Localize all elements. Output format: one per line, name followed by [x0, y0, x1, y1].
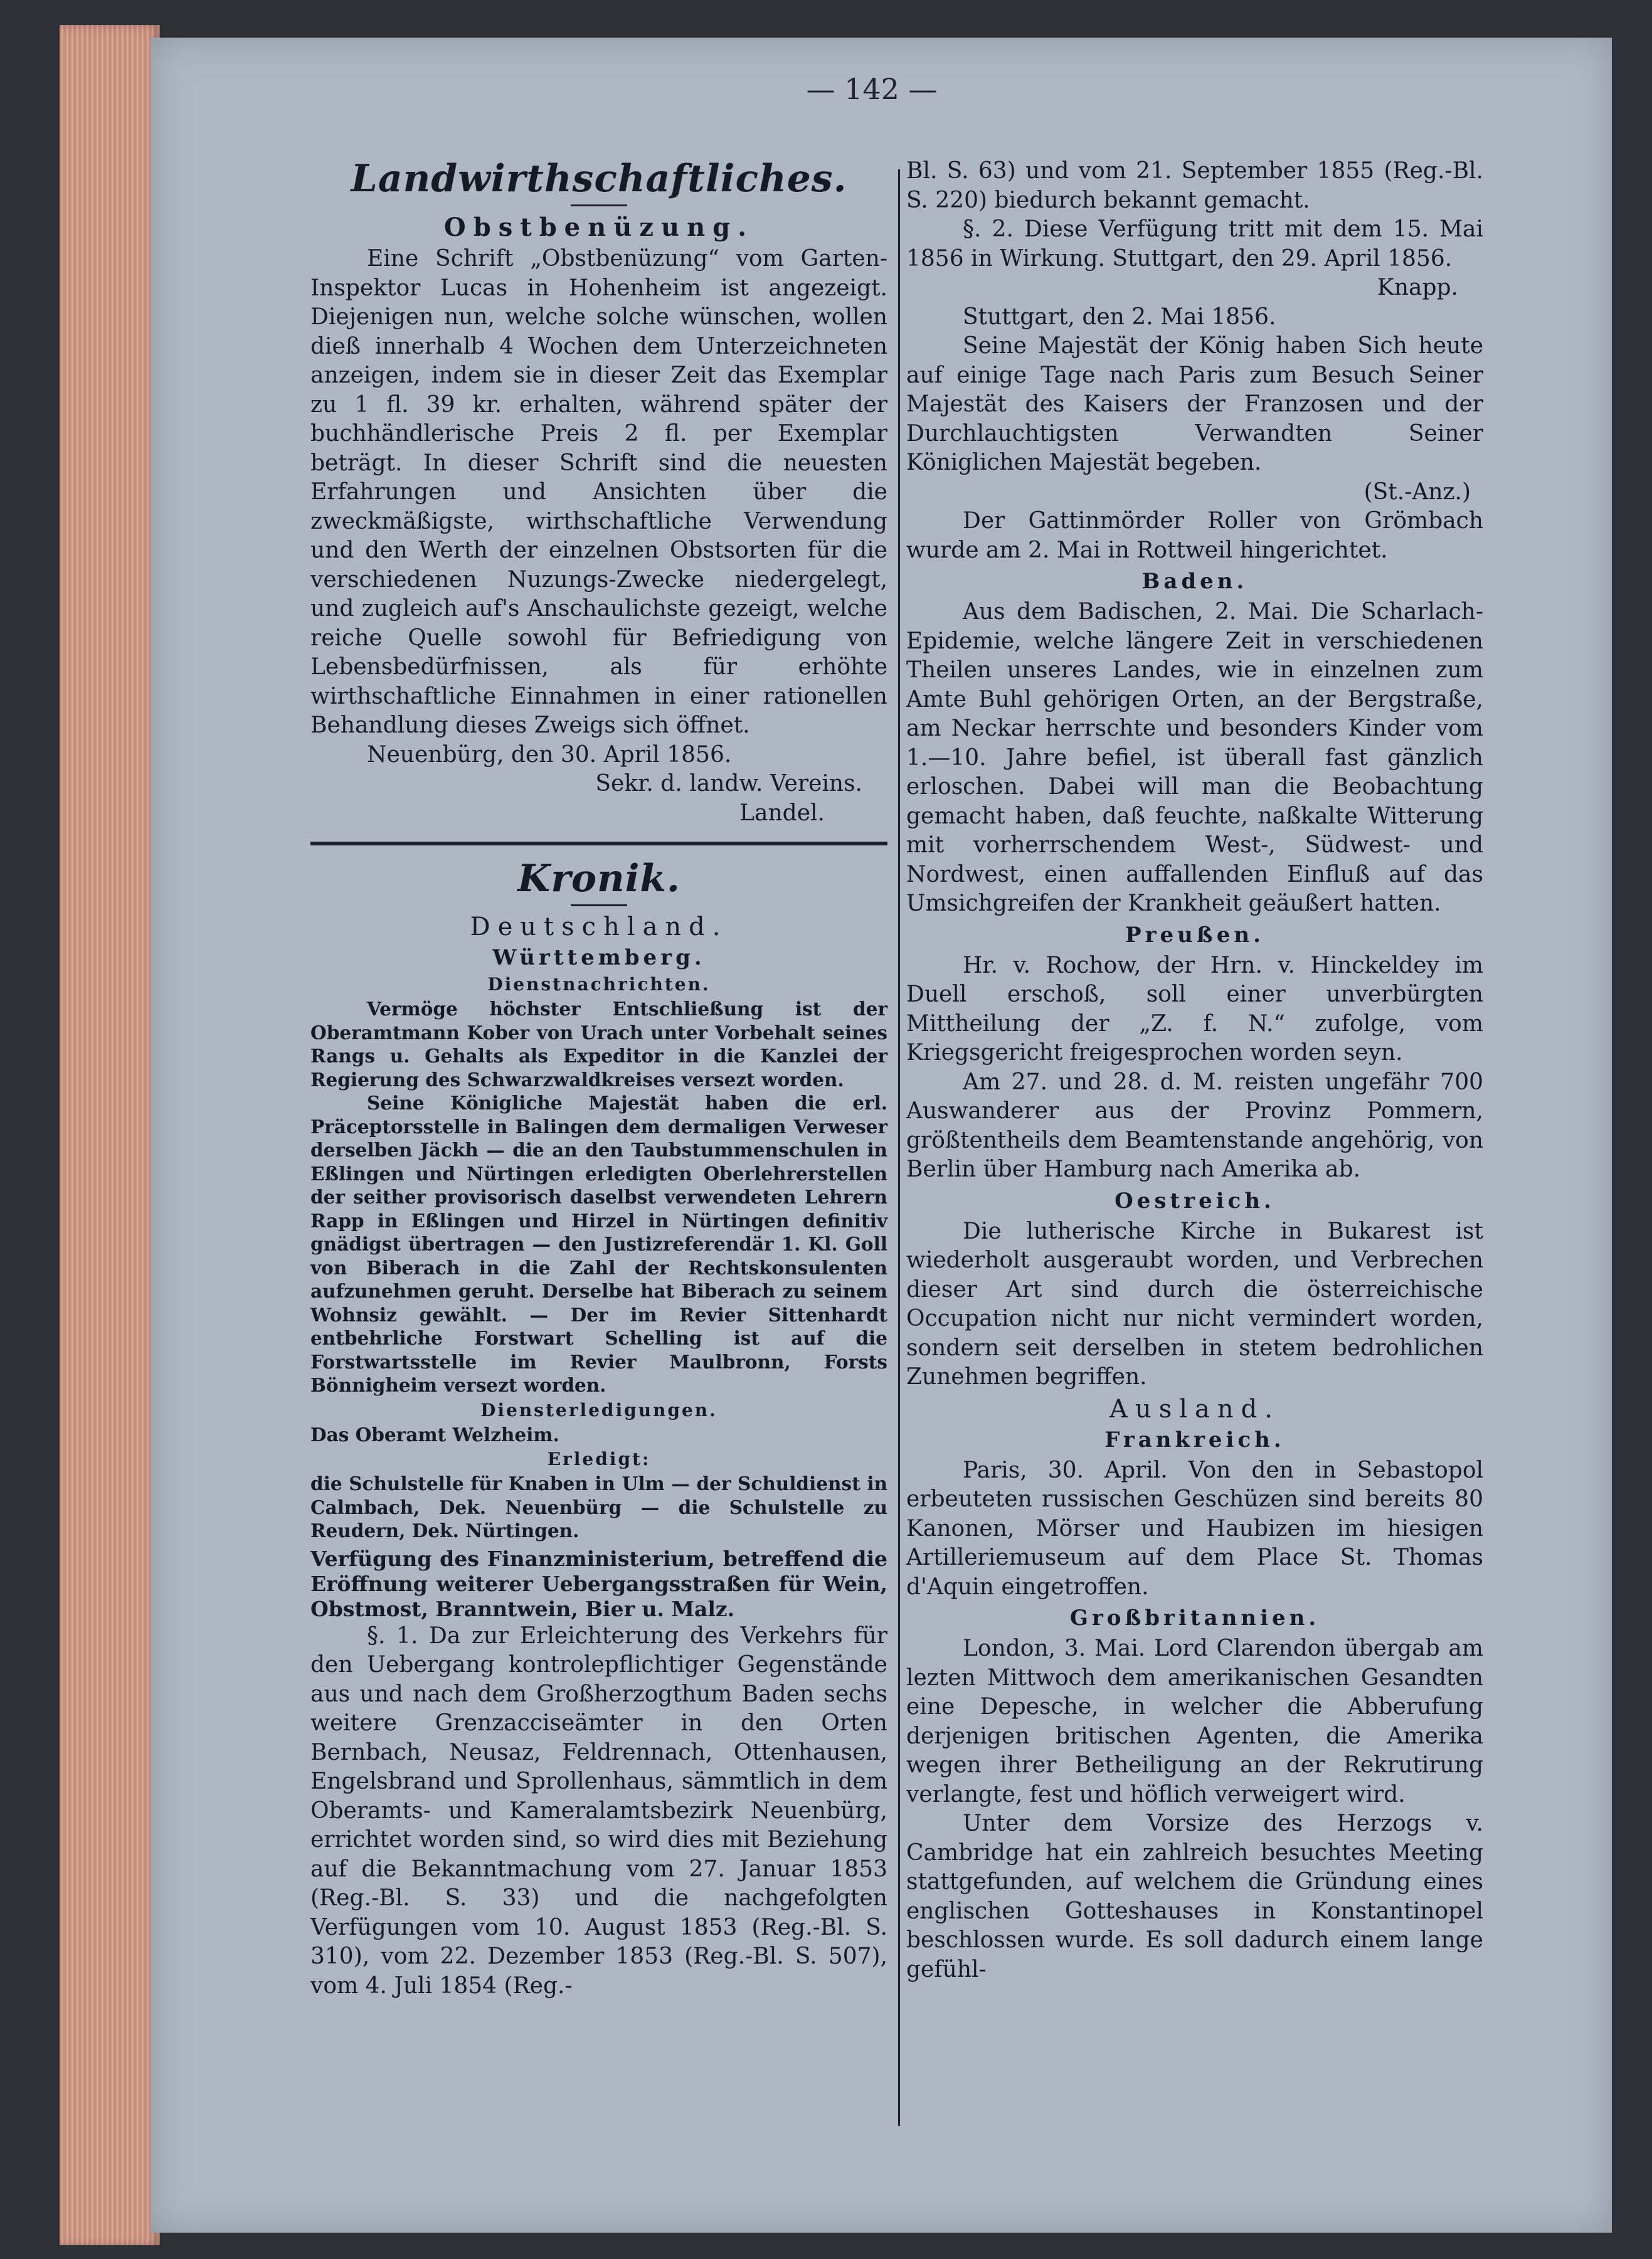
- frankreich-text: Paris, 30. April. Von den in Sebastopol erbeuteten russischen Geschüzen sind bereits 80 Kanonen, Mörser und Haubizen im hiesigen Artilleriemuseum auf dem Place St. Thomas d'Aquin eingetroffen.: [906, 1457, 1483, 1600]
- gb-paragraph-2: Unter dem Vorsize des Herzogs v. Cambridge hat ein zahlreich besuchtes Meeting stattgefunden, auf welchem die Gründung eines englischen Gotteshauses in Konstantinopel beschlossen wurde. Es soll dadurch einem lange gefühl-: [906, 1811, 1483, 1982]
- preussen-paragraph-1: Hr. v. Rochow, der Hrn. v. Hinckeldey im Duell erschoß, soll einer unverbürgten Mittheilung der „Z. f. N.“ zufolge, vom Kriegsgericht freigesprochen worden seyn.: [906, 952, 1483, 1066]
- paragraph-2: §. 2. Diese Verfügung tritt mit dem 15. Mai 1856 in Wirkung. Stuttgart, den 29. April 1856.: [906, 216, 1483, 272]
- majestaet-text: Seine Majestät der König haben Sich heute auf einige Tage nach Paris zum Besuch Seiner Majestät des Kaisers der Franzosen und der Durchlauchtigsten Verwandten Seiner Königlichen Majestät begeben.: [906, 333, 1483, 475]
- verfuegung-title: Verfügung des Finanzministerium, betreffend die Eröffnung weiterer Uebergangsstraßen für Wein, Obstmost, Branntwein, Bier u. Malz.: [310, 1546, 887, 1621]
- heading-preussen: Preußen.: [1125, 922, 1264, 948]
- section-title-kronik: Kronik.: [517, 857, 680, 901]
- obst-date: Neuenbürg, den 30. April 1856.: [367, 741, 732, 768]
- heading-grossbritannien: Großbritannien.: [1069, 1606, 1320, 1631]
- left-column: [310, 157, 887, 2001]
- oberamt-line: Das Oberamt Welzheim.: [310, 1423, 559, 1446]
- heading-dienstnachrichten: Dienstnachrichten.: [487, 974, 711, 995]
- dienst-paragraph-1: Vermöge höchster Entschließung ist der Oberamtmann Kober von Urach unter Vorbehalt seines Rangs u. Gehalts als Expeditor in die Kanzlei der Regierung des Schwarzwaldkreises versezt worden.: [310, 998, 887, 1091]
- short-rule: [571, 204, 627, 206]
- baden-text: Aus dem Badischen, 2. Mai. Die Scharlach-Epidemie, welche längere Zeit in verschiedenen Theilen unseres Landes, wie in einzelnen zum Amte Buhl gehörigen Orten, an der Bergstraße, am Neckar herrschte und besonders Kinder vom 1.—10. Jahre befiel, ist überall fast gänzlich erloschen. Dabei will man die Beobachtung gemacht haben, daß feuchte, naßkalte Witterung mit vorherrschendem West-, Südwest- und Nordwest, einen auffallenden Einfluß auf das Umsichgreifen der Krankheit geäußert hatten.: [906, 599, 1483, 916]
- heading-baden: Baden.: [1141, 569, 1248, 594]
- heading-ausland: Ausland.: [1109, 1394, 1280, 1424]
- stuttgart-date: Stuttgart, den 2. Mai 1856.: [963, 304, 1276, 330]
- section-rule: [310, 842, 887, 845]
- verfuegung-text: §. 1. Da zur Erleichterung des Verkehrs für den Uebergang kontrolepflichtiger Gegenstände aus und nach dem Großherzogthum Baden sechs weitere Grenzacciseämter in den Orten Bernbach, Neusaz, Feldrennach, Ottenhausen, Engelsbrand und Sprollenhaus, sämmtlich in dem Oberamts- und Kameralamtsbezirk Neuenbürg, errichtet worden sind, so wird dies mit Beziehung auf die Bekanntmachung vom 27. Januar 1853 (Reg.-Bl. S. 33) und die nachgefolgten Verfügungen vom 10. August 1853 (Reg.-Bl. S. 310), vom 22. Dezember 1853 (Reg.-Bl. S. 507), vom 4. Juli 1854 (Reg.-: [310, 1622, 887, 1999]
- gattinmoerder-text: Der Gattinmörder Roller von Grömbach wurde am 2. Mai in Rottweil hingerichtet.: [906, 508, 1483, 563]
- source-st-anz: (St.-Anz.): [1363, 479, 1471, 505]
- obst-signature-name: Landel.: [739, 800, 825, 826]
- gb-paragraph-1: London, 3. Mai. Lord Clarendon übergab am lezten Mittwoch dem amerikanischen Gesandten eine Depesche, in welcher die Abberufung derjenigen britischen Agenten, die Amerika wegen ihrer Betheiligung an der Rekrutirung verlangte, fest und höflich verweigert wird.: [906, 1636, 1483, 1807]
- heading-deutschland: Deutschland.: [470, 913, 728, 941]
- dienst-paragraph-2: Seine Königliche Majestät haben die erl. Präceptorsstelle in Balingen dem dermaligen Verweser derselben Jäckh — die an den Taubstummenschulen in Eßlingen und Nürtingen erledigten Oberlehrerstellen der seither provisorisch daselbst verwendeten Lehrern Rapp in Eßlingen und Hirzel in Nürtingen definitiv gnädigst übertragen — den Justizreferendär 1. Kl. Goll von Biberach in die Zahl der Rechtskonsulenten aufzunehmen geruht. Derselbe hat Biberach zu seinem Wohnsiz gewählt. — Der im Revier Sittenhardt entbehrliche Forstwart Schelling ist auf die Forstwartsstelle im Revier Maulbronn, Forsts Bönnigheim versezt worden.: [310, 1092, 887, 1396]
- heading-frankreich: Frankreich.: [1104, 1427, 1285, 1452]
- obst-text: Eine Schrift „Obstbenüzung“ vom Garten-Inspektor Lucas in Hohenheim ist angezeigt. Diejenigen nun, welche solche wünschen, wollen dieß innerhalb 4 Wochen dem Unterzeichneten anzeigen, indem sie in dieser Zeit das Exemplar zu 1 fl. 39 kr. erhalten, während später der buchhändlerische Preis 2 fl. per Exemplar beträgt. In dieser Schrift sind die neuesten Erfahrungen und Ansichten über die zweckmäßigste, wirthschaftliche Verwendung und den Werth der einzelnen Obstsorten für die verschiedenen Nuzungs-Zwecke niedergelegt, und zugleich auf's Anschaulichste gezeigt, welche reiche Quelle sowohl für Befriedigung von Lebensbedürfnissen, als für erhöhte wirthschaftliche Einnahmen in einer rationellen Behandlung dieses Zweigs sich öffnet.: [310, 246, 887, 738]
- heading-diensterledigungen: Diensterledigungen.: [480, 1399, 717, 1420]
- preussen-paragraph-2: Am 27. und 28. d. M. reisten ungefähr 700 Auswanderer aus der Provinz Pommern, größtentheils dem Beamtenstande angehörig, von Berlin über Hamburg nach Amerika ab.: [906, 1069, 1483, 1182]
- oestreich-text: Die lutherische Kirche in Bukarest ist wiederholt ausgeraubt worden, und Verbrechen dieser Art sind durch die österreichische Occupation nicht nur nicht vermindert worden, sondern seit derselben in stetem bedrohlichen Zunehmen begriffen.: [906, 1218, 1483, 1390]
- heading-oestreich: Oestreich.: [1115, 1188, 1275, 1214]
- right-column: [906, 157, 1483, 1984]
- continued-text: Bl. S. 63) und vom 21. September 1855 (Reg.-Bl. S. 220) biedurch bekannt gemacht.: [906, 158, 1483, 213]
- short-rule: [571, 904, 627, 906]
- heading-wuerttemberg: Württemberg.: [492, 945, 706, 970]
- page-edges: [60, 25, 160, 2245]
- heading-obstbenuezung: Obstbenüzung.: [443, 213, 755, 242]
- signature-knapp: Knapp.: [1377, 275, 1458, 300]
- section-title-landwirthschaftliches: Landwirthschaftliches.: [351, 157, 847, 201]
- column-divider: [898, 169, 900, 2126]
- heading-erledigt: Erledigt:: [547, 1449, 651, 1469]
- erledigt-text: die Schulstelle für Knaben in Ulm — der Schuldienst in Calmbach, Dek. Neuenbürg — die Schulstelle zu Reudern, Dek. Nürtingen.: [310, 1473, 887, 1542]
- obst-signature-title: Sekr. d. landw. Vereins.: [595, 771, 862, 796]
- page-number: — 142 —: [806, 72, 938, 106]
